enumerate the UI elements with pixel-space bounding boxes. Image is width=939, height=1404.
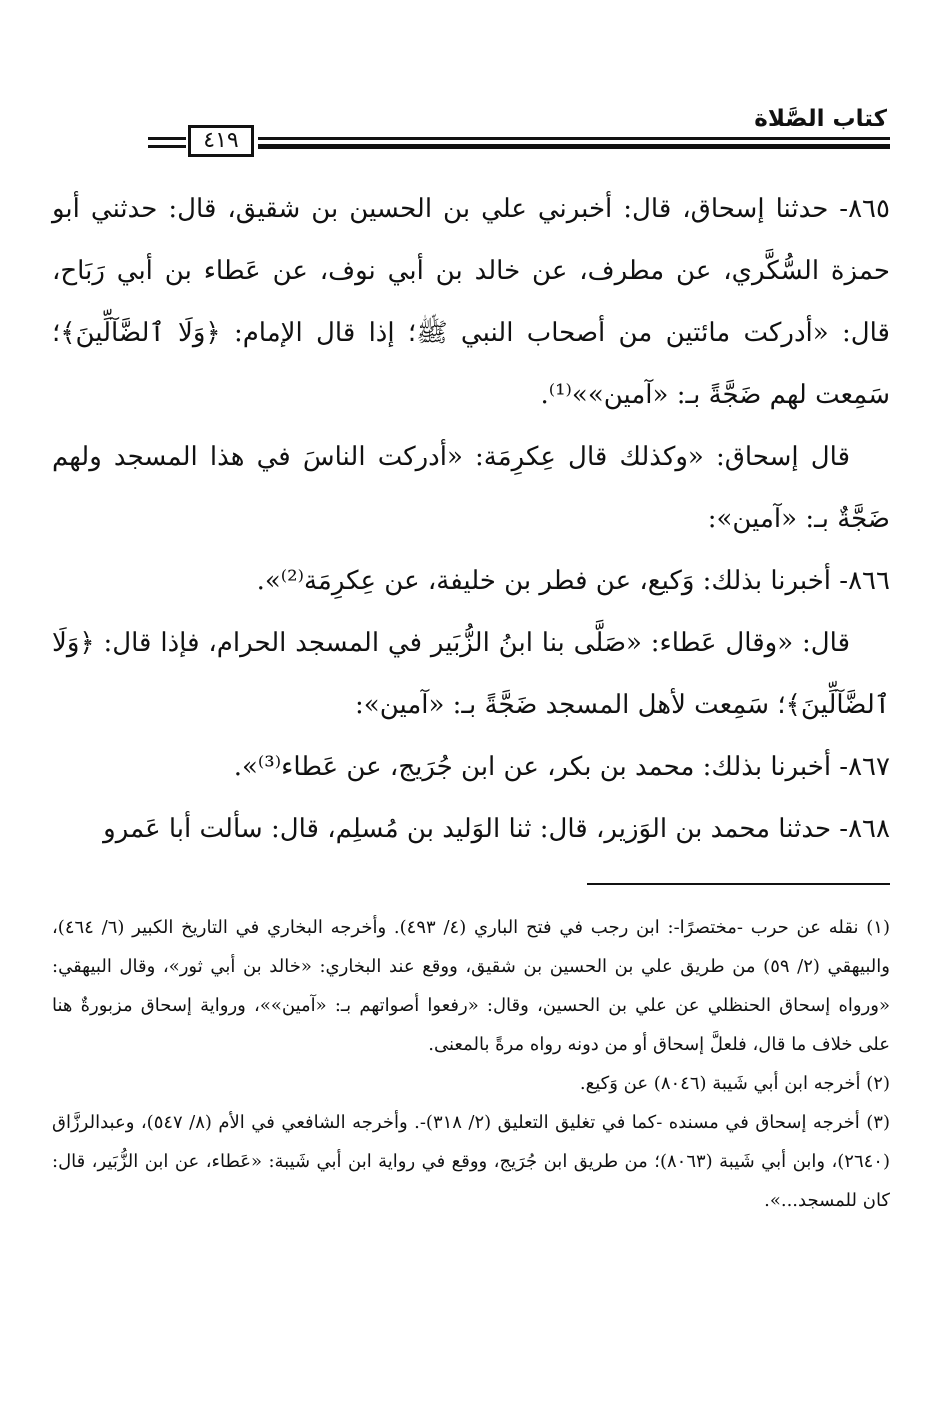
header-rule-right-bottom	[258, 144, 890, 149]
header-rule-left-bottom	[148, 145, 186, 148]
ata-statement: قال: «وقال عَطاء: «صَلَّى بنا ابنُ الزُّبَير في المسجد الحرام، فإذا قال: ﴿وَلَا ٱلضَّآلِّينَ﴾؛ سَمِعت لأهل المسجد ضَجَّةً بـ: «آمين»:	[52, 628, 890, 720]
hadith-868: ٨٦٨- حدثنا محمد بن الوَزير، قال: ثنا الوَليد بن مُسلِم، قال: سألت أبا عَمرو	[103, 814, 890, 844]
footnote-1: (١) نقله عن حرب -مختصرًا-: ابن رجب في فتح الباري (٤/ ٤٩٣). وأخرجه البخاري في التاريخ الكبير (٦/ ٤٦٤)، والبيهقي (٢/ ٥٩) من طريق علي بن الحسين بن شقيق، ووقع عند البخاري: «خالد بن أبي ثور»، وقال البيهقي: «ورواه إسحاق الحنظلي عن علي بن الحسين، وقال: «رفعوا أصواتهم بـ: «آمين»»، ورواية إسحاق مزبورةٌ هنا على خلاف ما قال، فلعلَّ إسحاق أو من دونه رواه مرةً بالمعنى.	[52, 917, 890, 1055]
footnote-3: (٣) أخرجه إسحاق في مسنده -كما في تغليق التعليق (٢/ ٣١٨)-. وأخرجه الشافعي في الأم (٨/ ٥٤٧)، وعبدالرزَّاق (٢٦٤٠)، وابن أبي شَيبة (٨٠٦٣)؛ من طريق ابن جُرَيج، ووقع في رواية ابن أبي شَيبة: «عَطاء، عن ابن الزُّبَير، قال: كان للمسجد...».	[52, 1112, 890, 1211]
header-rule-left-top	[148, 137, 186, 140]
hadith-866: ٨٦٦- أخبرنا بذلك: وَكيع، عن فطر بن خليفة، عن عِكرِمَة⁽²⁾».	[256, 566, 890, 596]
footnotes	[52, 908, 890, 1220]
main-text	[52, 178, 890, 860]
ishaq-statement: قال إسحاق: «وكذلك قال عِكرِمَة: «أدركت الناسَ في هذا المسجد ولهم ضَجَّةٌ بـ: «آمين»:	[52, 442, 890, 534]
header-rule-right-top	[258, 137, 890, 140]
book-title: كتاب الصَّلاة	[754, 106, 887, 132]
footnote-2: (٢) أخرجه ابن أبي شَيبة (٨٠٤٦) عن وَكيع.	[579, 1073, 890, 1094]
page-number: ٤١٩	[188, 125, 254, 157]
footnote-separator	[587, 883, 890, 885]
hadith-867: ٨٦٧- أخبرنا بذلك: محمد بن بكر، عن ابن جُرَيج، عن عَطاء⁽³⁾».	[233, 752, 890, 782]
hadith-865: ٨٦٥- حدثنا إسحاق، قال: أخبرني علي بن الحسين بن شقيق، قال: حدثني أبو حمزة السُّكَّري، عن مطرف، عن خالد بن أبي نوف، عن عَطاء بن أبي رَبَاح، قال: «أدركت مائتين من أصحاب النبي ﷺ؛ إذا قال الإمام: ﴿وَلَا ٱلضَّآلِّينَ﴾؛ سَمِعت لهم ضَجَّةً بـ: «آمين»»⁽¹⁾.	[52, 194, 890, 410]
